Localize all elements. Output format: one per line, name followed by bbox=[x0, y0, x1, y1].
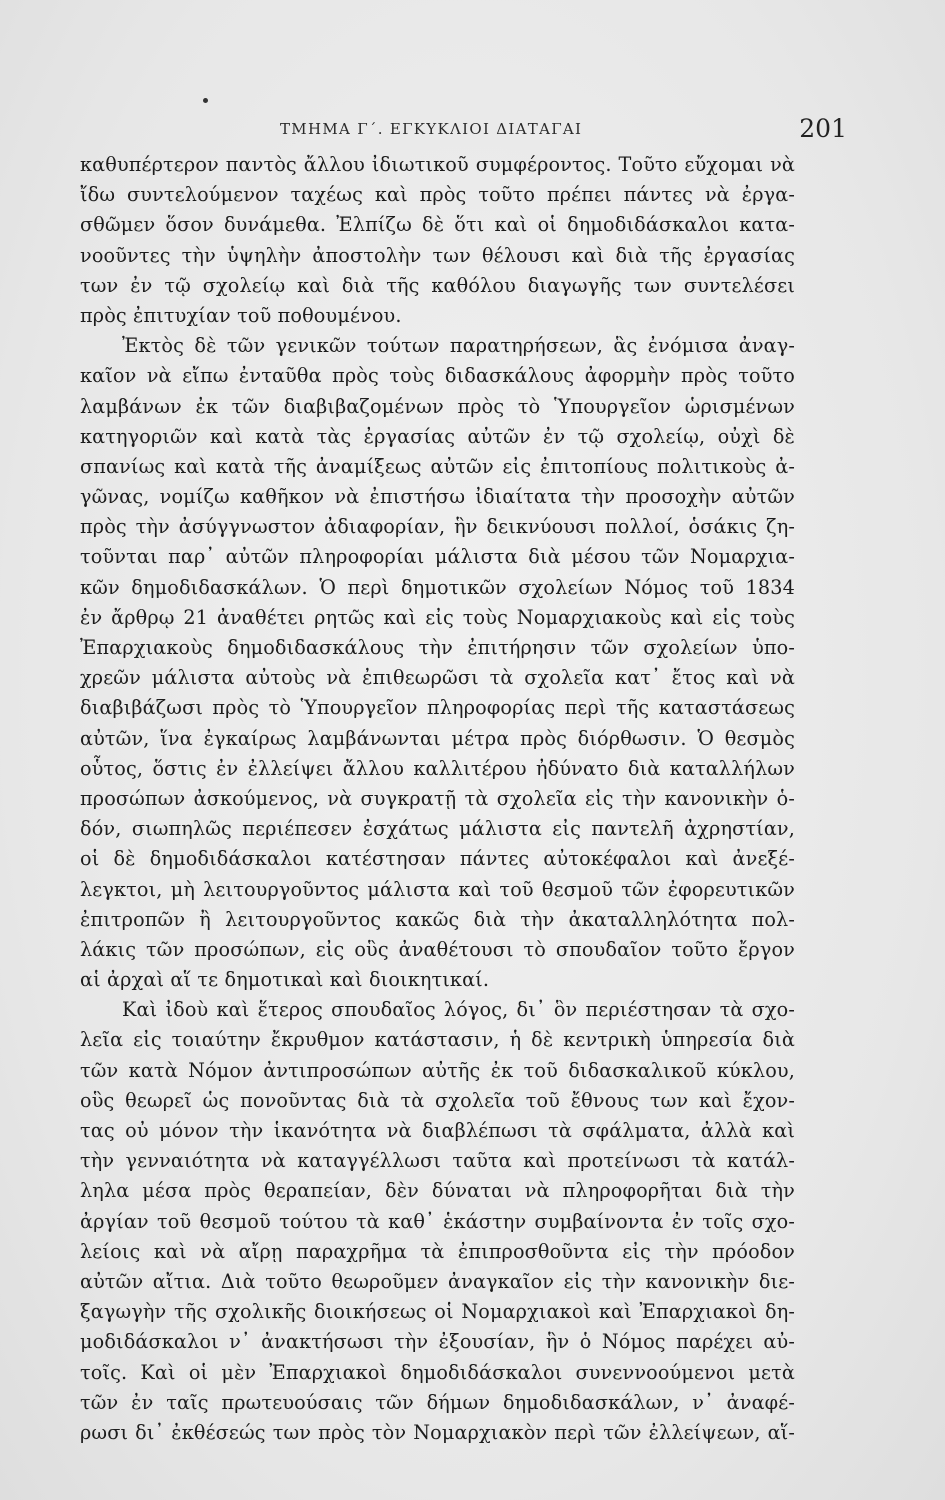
text-line: ἀργίαν τοῦ θεσμοῦ τούτου τὰ καθ᾽ ἑκάστην συμβαίνοντα ἐν τοῖς σχο- bbox=[80, 1209, 795, 1233]
body-text bbox=[80, 150, 795, 1448]
text-line: λεγκτοι, μὴ λειτουργοῦντος μάλιστα καὶ τοῦ θεσμοῦ τῶν ἐφορευτικῶν bbox=[80, 877, 795, 901]
text-line: τὴν γενναιότητα νὰ καταγγέλλωσι ταῦτα καὶ προτείνωσι τὰ κατάλ- bbox=[80, 1149, 795, 1173]
text-line: Ἐκτὸς δὲ τῶν γενικῶν τούτων παρατηρήσεων, ἃς ἐνόμισα ἀναγ- bbox=[122, 334, 795, 358]
text-line: σπανίως καὶ κατὰ τῆς ἀναμίξεως αὐτῶν εἰς ἐπιτοπίους πολιτικοὺς ἀ- bbox=[80, 454, 795, 478]
text-line: μοδιδάσκαλοι ν᾽ ἀνακτήσωσι τὴν ἐξουσίαν, ἣν ὁ Νόμος παρέχει αὐ- bbox=[80, 1330, 795, 1354]
text-line: ξαγωγὴν τῆς σχολικῆς διοικήσεως οἱ Νομαρχιακοὶ καὶ Ἐπαρχιακοὶ δη- bbox=[80, 1300, 795, 1324]
text-line: Καὶ ἰδοὺ καὶ ἕτερος σπουδαῖος λόγος, δι᾽ ὃν περιέστησαν τὰ σχο- bbox=[122, 998, 795, 1022]
text-line: τῶν κατὰ Νόμον ἀντιπροσώπων αὐτῆς ἐκ τοῦ διδασκαλικοῦ κύκλου, bbox=[80, 1058, 795, 1082]
text-line: οὗτος, ὅστις ἐν ἐλλείψει ἄλλου καλλιτέρου ἠδύνατο διὰ καταλλήλων bbox=[80, 756, 795, 780]
text-line: καῖον νὰ εἴπω ἐνταῦθα πρὸς τοὺς διδασκάλους ἀφορμὴν πρὸς τοῦτο bbox=[80, 364, 795, 388]
text-line: σθῶμεν ὅσον δυνάμεθα. Ἐλπίζω δὲ ὅτι καὶ οἱ δημοδιδάσκαλοι κατα- bbox=[80, 213, 795, 237]
text-line: νοοῦντες τὴν ὑψηλὴν ἀποστολὴν των θέλουσι καὶ διὰ τῆς ἐργασίας bbox=[80, 243, 795, 267]
text-line: πρὸς τὴν ἀσύγγνωστον ἀδιαφορίαν, ἣν δεικνύουσι πολλοί, ὁσάκις ζη- bbox=[80, 515, 795, 539]
text-line: λάκις τῶν προσώπων, εἰς οὓς ἀναθέτουσι τὸ σπουδαῖον τοῦτο ἔργον bbox=[80, 937, 795, 961]
text-line: ἐν ἄρθρῳ 21 ἀναθέτει ρητῶς καὶ εἰς τοὺς Νομαρχιακοὺς καὶ εἰς τοὺς bbox=[80, 605, 795, 629]
text-line: χρεῶν μάλιστα αὐτοὺς νὰ ἐπιθεωρῶσι τὰ σχολεῖα κατ᾽ ἔτος καὶ νὰ bbox=[80, 666, 795, 690]
text-line: λεῖα εἰς τοιαύτην ἔκρυθμον κατάστασιν, ἡ δὲ κεντρικὴ ὑπηρεσία διὰ bbox=[80, 1028, 795, 1052]
text-line: τοῦνται παρ᾽ αὐτῶν πληροφορίαι μάλιστα διὰ μέσου τῶν Νομαρχια- bbox=[80, 545, 795, 569]
text-line: κῶν δημοδιδασκάλων. Ὁ περὶ δημοτικῶν σχολείων Νόμος τοῦ 1834 bbox=[80, 575, 795, 599]
text-line: ἐπιτροπῶν ἢ λειτουργοῦντος κακῶς διὰ τὴν ἀκαταλληλότητα πολ- bbox=[80, 907, 795, 931]
text-line: κατηγοριῶν καὶ κατὰ τὰς ἐργασίας αὐτῶν ἐν τῷ σχολείῳ, οὐχὶ δὲ bbox=[80, 424, 795, 448]
page-number: 201 bbox=[799, 114, 847, 143]
text-line: δόν, σιωπηλῶς περιέπεσεν ἐσχάτως μάλιστα εἰς παντελῆ ἀχρηστίαν, bbox=[80, 817, 795, 841]
text-line: αἱ ἀρχαὶ αἵ τε δημοτικαὶ καὶ διοικητικαί. bbox=[80, 968, 490, 992]
text-line: λαμβάνων ἐκ τῶν διαβιβαζομένων πρὸς τὸ Ὑπουργεῖον ὡρισμένων bbox=[80, 394, 795, 418]
text-line: ληλα μέσα πρὸς θεραπείαν, δὲν δύναται νὰ πληροφορῆται διὰ τὴν bbox=[80, 1179, 795, 1203]
text-line: καθυπέρτερον παντὸς ἄλλου ἰδιωτικοῦ συμφέροντος. Τοῦτο εὔχομαι νὰ bbox=[80, 153, 795, 176]
text-line: οὓς θεωρεῖ ὡς πονοῦντας διὰ τὰ σχολεῖα τοῦ ἔθνους των καὶ ἔχον- bbox=[80, 1088, 795, 1112]
text-line: διαβιβάζωσι πρὸς τὸ Ὑπουργεῖον πληροφορίας περὶ τῆς καταστάσεως bbox=[80, 696, 795, 720]
text-line: τῶν ἐν ταῖς πρωτευούσαις τῶν δήμων δημοδιδασκάλων, ν᾽ ἀναφέ- bbox=[80, 1390, 795, 1414]
text-line: των ἐν τῷ σχολείῳ καὶ διὰ τῆς καθόλου διαγωγῆς των συντελέσει bbox=[80, 273, 795, 297]
text-line: πρὸς ἐπιτυχίαν τοῦ ποθουμένου. bbox=[80, 303, 402, 327]
text-line: τοῖς. Καὶ οἱ μὲν Ἐπαρχιακοὶ δημοδιδάσκαλοι συνεννοούμενοι μετὰ bbox=[80, 1360, 795, 1384]
text-line: ρωσι δι᾽ ἐκθέσεώς των πρὸς τὸν Νομαρχιακὸν περὶ τῶν ἐλλείψεων, αἵ- bbox=[80, 1420, 795, 1444]
running-head: ΤΜΗΜΑ Γ΄. ΕΓΚΥΚΛΙΟΙ ΔΙΑΤΑΓΑΙ bbox=[280, 120, 583, 138]
text-line: γῶνας, νομίζω καθῆκον νὰ ἐπιστήσω ἰδιαίτατα τὴν προσοχὴν αὐτῶν bbox=[80, 485, 795, 509]
text-line: ἴδω συντελούμενον ταχέως καὶ πρὸς τοῦτο πρέπει πάντες νὰ ἐργα- bbox=[80, 183, 795, 207]
ink-speck bbox=[203, 98, 208, 103]
text-line: Ἐπαρχιακοὺς δημοδιδασκάλους τὴν ἐπιτήρησιν τῶν σχολείων ὑπο- bbox=[80, 636, 795, 659]
text-line: αὐτῶν, ἵνα ἐγκαίρως λαμβάνωνται μέτρα πρὸς διόρθωσιν. Ὁ θεσμὸς bbox=[80, 726, 795, 750]
text-line: οἱ δὲ δημοδιδάσκαλοι κατέστησαν πάντες αὐτοκέφαλοι καὶ ἀνεξέ- bbox=[80, 847, 795, 871]
text-line: προσώπων ἀσκούμενος, νὰ συγκρατῇ τὰ σχολεῖα εἰς τὴν κανονικὴν ὁ- bbox=[80, 786, 795, 810]
text-line: τας οὐ μόνον τὴν ἱκανότητα νὰ διαβλέπωσι τὰ σφάλματα, ἀλλὰ καὶ bbox=[80, 1119, 795, 1142]
text-line: αὐτῶν αἴτια. Διὰ τοῦτο θεωροῦμεν ἀναγκαῖον εἰς τὴν κανονικὴν διε- bbox=[80, 1269, 795, 1293]
text-line: λείοις καὶ νὰ αἴρῃ παραχρῆμα τὰ ἐπιπροσθοῦντα εἰς τὴν πρόοδον bbox=[80, 1239, 795, 1263]
